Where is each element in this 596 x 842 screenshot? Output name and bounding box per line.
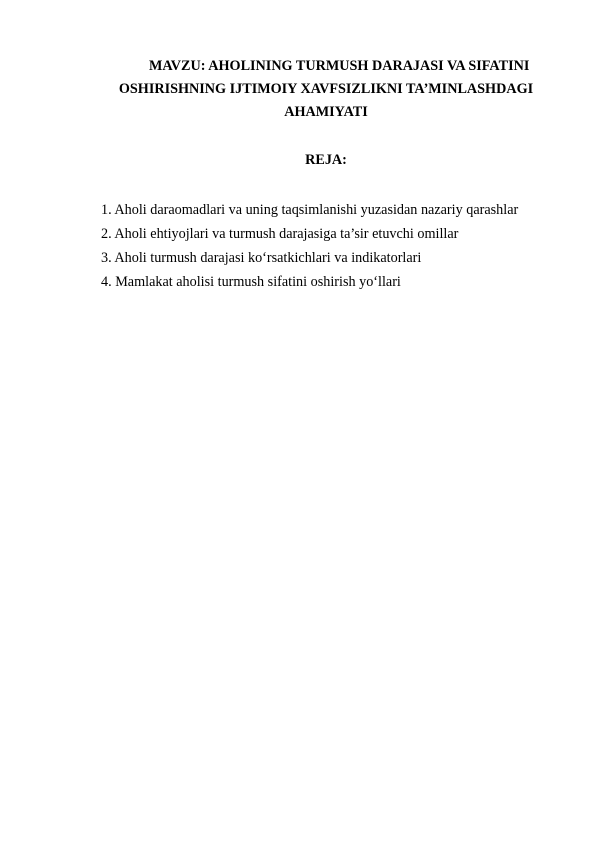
plan-list	[101, 198, 561, 294]
plan-item: 3. Aholi turmush darajasi ko‘rsatkichlari va indikatorlari	[101, 250, 422, 266]
plan-heading: REJA:	[305, 152, 347, 168]
plan-item: 1. Aholi daraomadlari va uning taqsimlanishi yuzasidan nazariy qarashlar	[101, 202, 519, 218]
title-line: MAVZU: AHOLINING TURMUSH DARAJASI VA SIFATINI	[149, 58, 530, 74]
title-line: OSHIRISHNING IJTIMOIY XAVFSIZLIKNI TA’MINLASHDAGI	[118, 81, 534, 97]
document-title	[100, 55, 552, 124]
plan-item: 2. Aholi ehtiyojlari va turmush darajasiga ta’sir etuvchi omillar	[101, 226, 459, 242]
plan-item: 4. Mamlakat aholisi turmush sifatini oshirish yo‘llari	[101, 274, 401, 290]
title-line: AHAMIYATI	[284, 104, 368, 120]
